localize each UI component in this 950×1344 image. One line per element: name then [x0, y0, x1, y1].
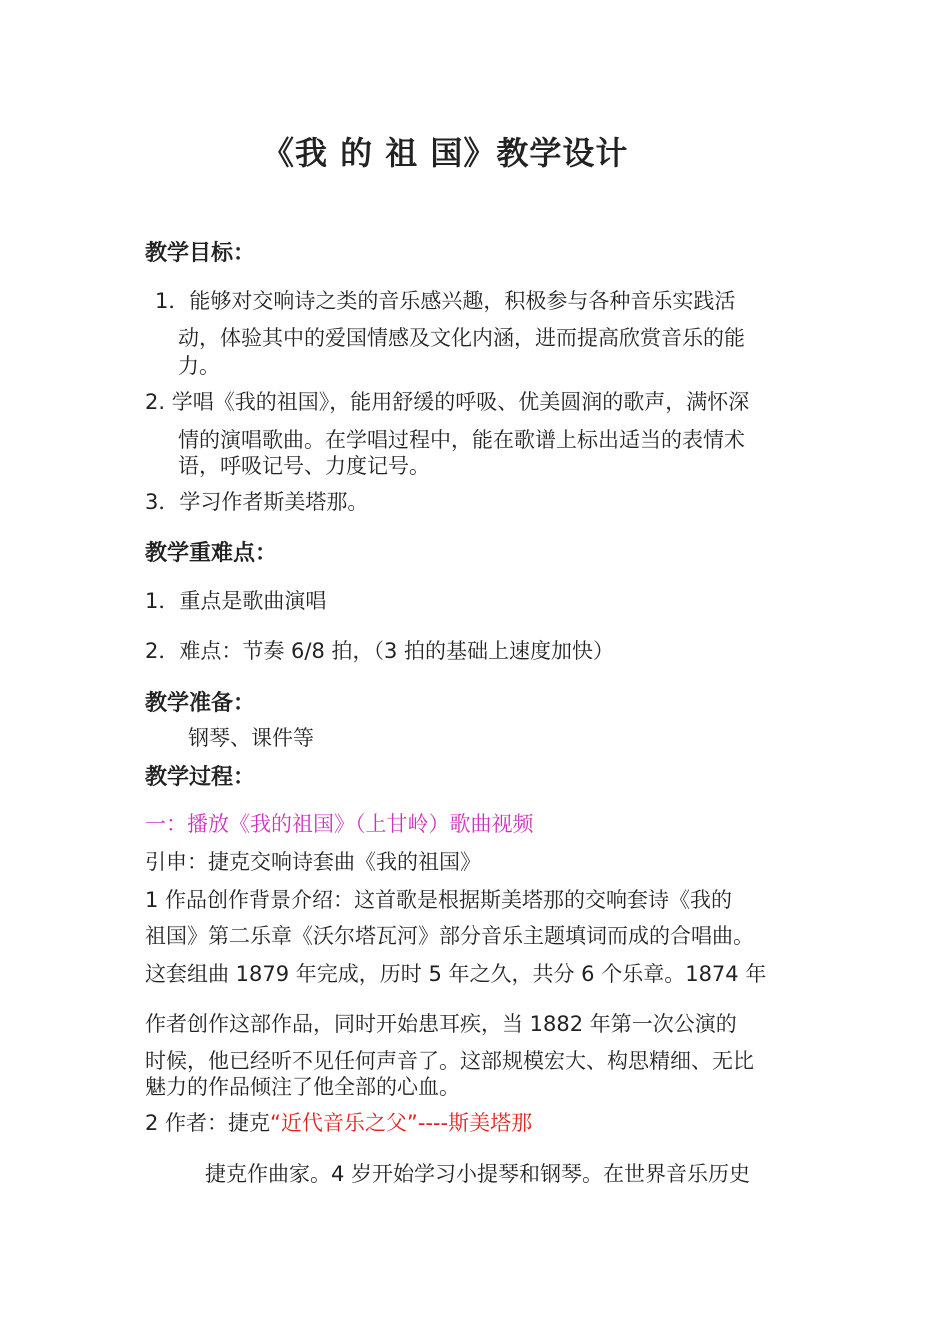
process-heading: 教学过程：	[145, 765, 256, 790]
author-quote: “近代音乐之父”	[270, 1111, 418, 1135]
document-title: 《我 的 祖 国》教学设计	[262, 134, 629, 172]
background-line-5: 时候，他已经听不见任何声音了。这部规模宏大、构思精细、无比	[145, 1049, 754, 1073]
objective-2-line-3: 语，呼吸记号、力度记号。	[178, 454, 430, 478]
objective-2-line-2: 情的演唱歌曲。在学唱过程中，能在歌谱上标出适当的表情术	[178, 428, 745, 452]
process-intro: 引申：捷克交响诗套曲《我的祖国》	[145, 850, 481, 874]
author-name: ----斯美塔那	[417, 1111, 533, 1135]
objective-1-line-2: 动，体验其中的爱国情感及文化内涵，进而提高欣赏音乐的能	[178, 326, 745, 350]
objective-1-line-1: 1．能够对交响诗之类的音乐感兴趣，积极参与各种音乐实践活	[155, 289, 736, 313]
keypoint-2: 2．难点：节奏 6/8 拍，（3 拍的基础上速度加快）	[145, 639, 615, 663]
author-description: 捷克作曲家。4 岁开始学习小提琴和钢琴。在世界音乐历史	[205, 1162, 751, 1186]
keypoint-1: 1．重点是歌曲演唱	[145, 589, 327, 613]
background-line-4: 作者创作这部作品，同时开始患耳疾，当 1882 年第一次公演的	[145, 1012, 737, 1036]
background-line-1: 1 作品创作背景介绍：这首歌是根据斯美塔那的交响套诗《我的	[145, 888, 733, 912]
author-line	[145, 1107, 532, 1137]
process-step-1: 一：播放《我的祖国》（上甘岭）歌曲视频	[145, 812, 534, 836]
background-line-3: 这套组曲 1879 年完成，历时 5 年之久，共分 6 个乐章。1874 年	[145, 962, 767, 986]
background-line-2: 祖国》第二乐章《沃尔塔瓦河》部分音乐主题填词而成的合唱曲。	[145, 924, 754, 948]
objectives-heading: 教学目标：	[145, 241, 256, 266]
author-prefix: 2 作者：捷克	[145, 1111, 271, 1135]
preparation-text: 钢琴、课件等	[188, 726, 314, 750]
objective-2-line-1: 2. 学唱《我的祖国》，能用舒缓的呼吸、优美圆润的歌声，满怀深	[145, 390, 750, 414]
background-line-6: 魅力的作品倾注了他全部的心血。	[145, 1075, 460, 1099]
objective-1-line-3: 力。	[178, 354, 220, 378]
preparation-heading: 教学准备：	[145, 691, 256, 716]
objective-3: 3．学习作者斯美塔那。	[145, 490, 369, 514]
keypoints-heading: 教学重难点：	[145, 541, 278, 566]
